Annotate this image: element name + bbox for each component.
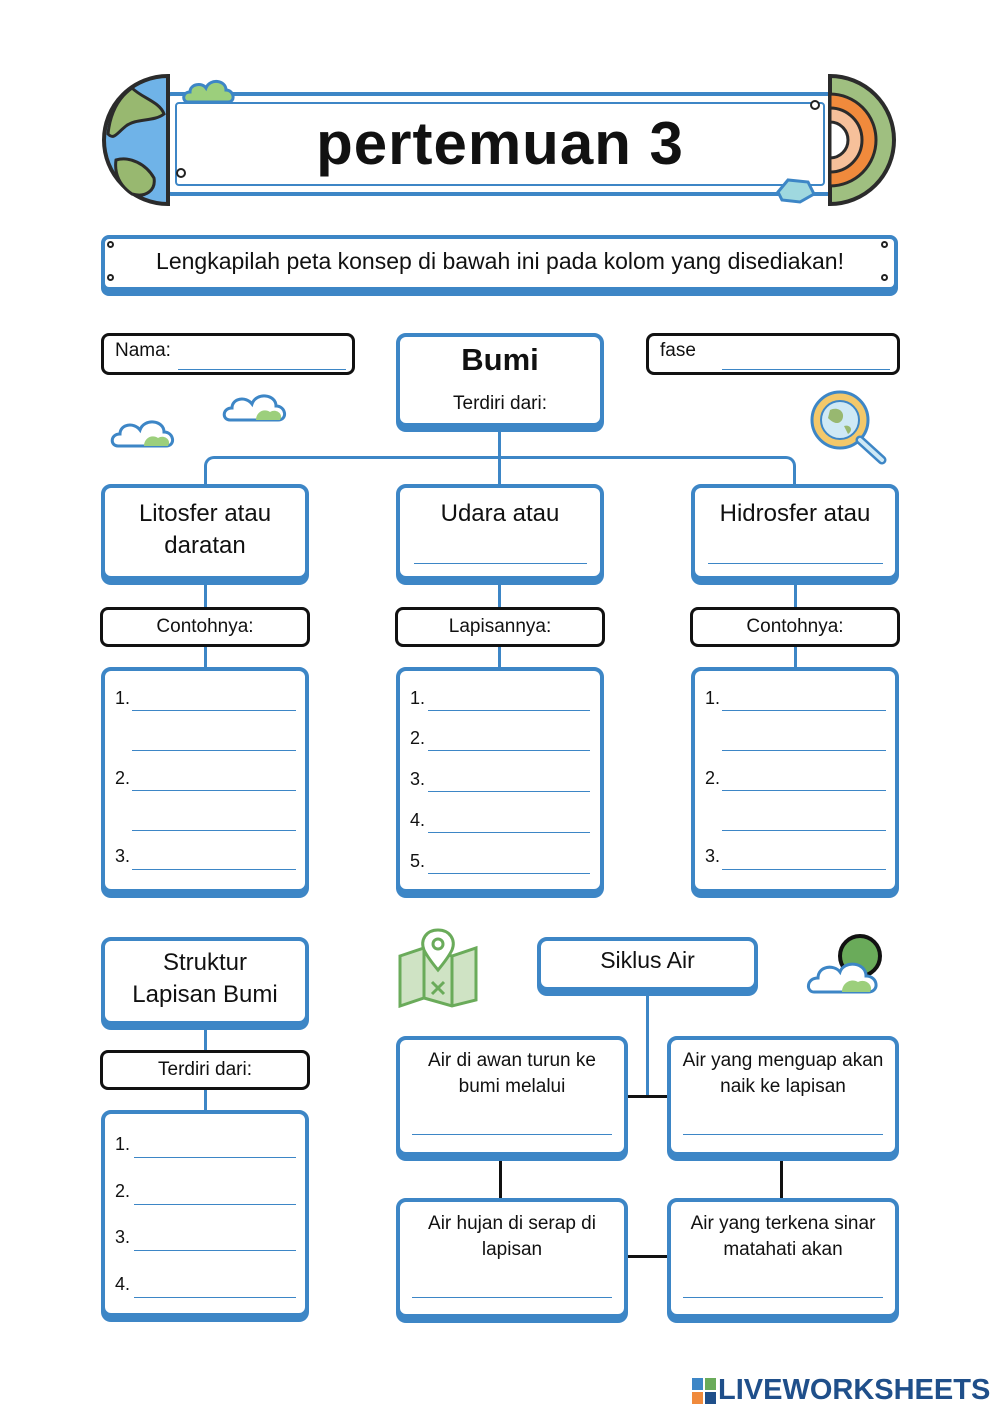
connector (204, 1090, 207, 1111)
item-number: 2. (115, 768, 131, 788)
answer-line[interactable] (683, 1297, 883, 1298)
branch-heading: Hidrosfer atau (719, 500, 871, 527)
connector (780, 1160, 783, 1198)
answer-line[interactable] (722, 830, 886, 831)
answer-line[interactable] (412, 1297, 612, 1298)
connector (498, 584, 501, 608)
magnifier-globe-icon (808, 388, 890, 466)
name-input[interactable] (178, 364, 346, 370)
item-number: 5. (410, 851, 426, 871)
item-number: 1. (115, 1134, 131, 1154)
instruction-dot (881, 241, 888, 248)
branch-sub-label: Contohnya: (100, 607, 310, 647)
root-title: Bumi (461, 342, 539, 377)
item-number: 1. (115, 688, 131, 708)
banner-dot-left (176, 168, 186, 178)
item-number: 1. (410, 688, 426, 708)
item-number: 2. (115, 1181, 131, 1201)
cycle-text: Air hujan di serap di lapisan (428, 1213, 596, 1260)
item-number: 1. (705, 688, 721, 708)
structure-heading: Struktur Lapisan Bumi (132, 949, 278, 1008)
answer-line[interactable] (134, 1297, 296, 1298)
connector (204, 584, 207, 608)
cloud-icon (110, 416, 178, 450)
answer-box (396, 667, 604, 893)
item-number: 3. (115, 1227, 131, 1247)
root-subtitle: Terdiri dari: (453, 393, 547, 414)
globe-half-icon (102, 74, 172, 208)
watermark: LIVEWORKSHEETS (718, 1374, 991, 1406)
answer-line[interactable] (428, 710, 590, 711)
answer-line[interactable] (132, 750, 296, 751)
cycle-text: Air di awan turun ke bumi melalui (428, 1050, 596, 1097)
answer-line[interactable] (134, 1250, 296, 1251)
heading-blank[interactable] (708, 563, 883, 564)
connector (627, 1095, 669, 1098)
connector (499, 1160, 502, 1198)
item-number: 3. (410, 769, 426, 789)
page-title: pertemuan 3 (316, 110, 684, 177)
cycle-title: Siklus Air (600, 947, 695, 973)
answer-line[interactable] (428, 791, 590, 792)
fase-input[interactable] (722, 364, 890, 370)
item-number: 4. (410, 810, 426, 830)
liveworksheets-logo-icon (692, 1378, 716, 1404)
item-number: 3. (115, 846, 131, 866)
instruction-dot (107, 274, 114, 281)
structure-sub-label: Terdiri dari: (100, 1050, 310, 1090)
answer-box (101, 1110, 309, 1317)
connector (627, 1255, 669, 1258)
answer-box (691, 667, 899, 893)
connector (204, 456, 796, 486)
connector (794, 647, 797, 668)
cycle-text: Air yang menguap akan naik ke lapisan (682, 1050, 884, 1097)
connector (204, 647, 207, 668)
sun-cloud-icon (804, 932, 888, 998)
map-pin-icon (396, 926, 480, 1008)
heading-blank[interactable] (414, 563, 587, 564)
item-number: 4. (115, 1274, 131, 1294)
item-number: 2. (410, 728, 426, 748)
instruction-text: Lengkapilah peta konsep di bawah ini pada kolom yang disediakan! (156, 248, 844, 274)
cloud-icon (182, 76, 238, 106)
answer-line[interactable] (412, 1134, 612, 1135)
answer-line[interactable] (683, 1134, 883, 1135)
fase-label: fase (660, 340, 696, 361)
branch-sub-label: Contohnya: (690, 607, 900, 647)
item-number: 2. (705, 768, 721, 788)
branch-heading: Litosfer atau daratan (138, 500, 272, 559)
item-number: 3. (705, 846, 721, 866)
answer-box (101, 667, 309, 893)
connector (794, 584, 797, 608)
cycle-text: Air yang terkena sinar matahati akan (690, 1213, 876, 1260)
connector (646, 995, 649, 1097)
earth-layers-icon (828, 74, 898, 208)
answer-line[interactable] (428, 750, 590, 751)
answer-line[interactable] (722, 869, 886, 870)
answer-line[interactable] (134, 1157, 296, 1158)
connector (204, 1029, 207, 1051)
instruction-dot (881, 274, 888, 281)
branch-sub-label: Lapisannya: (395, 607, 605, 647)
answer-line[interactable] (722, 790, 886, 791)
answer-line[interactable] (132, 790, 296, 791)
answer-line[interactable] (428, 832, 590, 833)
banner-dot-right (810, 100, 820, 110)
connector (498, 647, 501, 668)
answer-line[interactable] (722, 750, 886, 751)
cloud-icon (222, 390, 290, 424)
answer-line[interactable] (132, 710, 296, 711)
rock-icon (774, 176, 816, 204)
branch-heading: Udara atau (440, 500, 560, 527)
answer-line[interactable] (132, 830, 296, 831)
instruction-dot (107, 241, 114, 248)
answer-line[interactable] (722, 710, 886, 711)
answer-line[interactable] (134, 1204, 296, 1205)
answer-line[interactable] (428, 873, 590, 874)
name-label: Nama: (115, 340, 171, 361)
answer-line[interactable] (132, 869, 296, 870)
